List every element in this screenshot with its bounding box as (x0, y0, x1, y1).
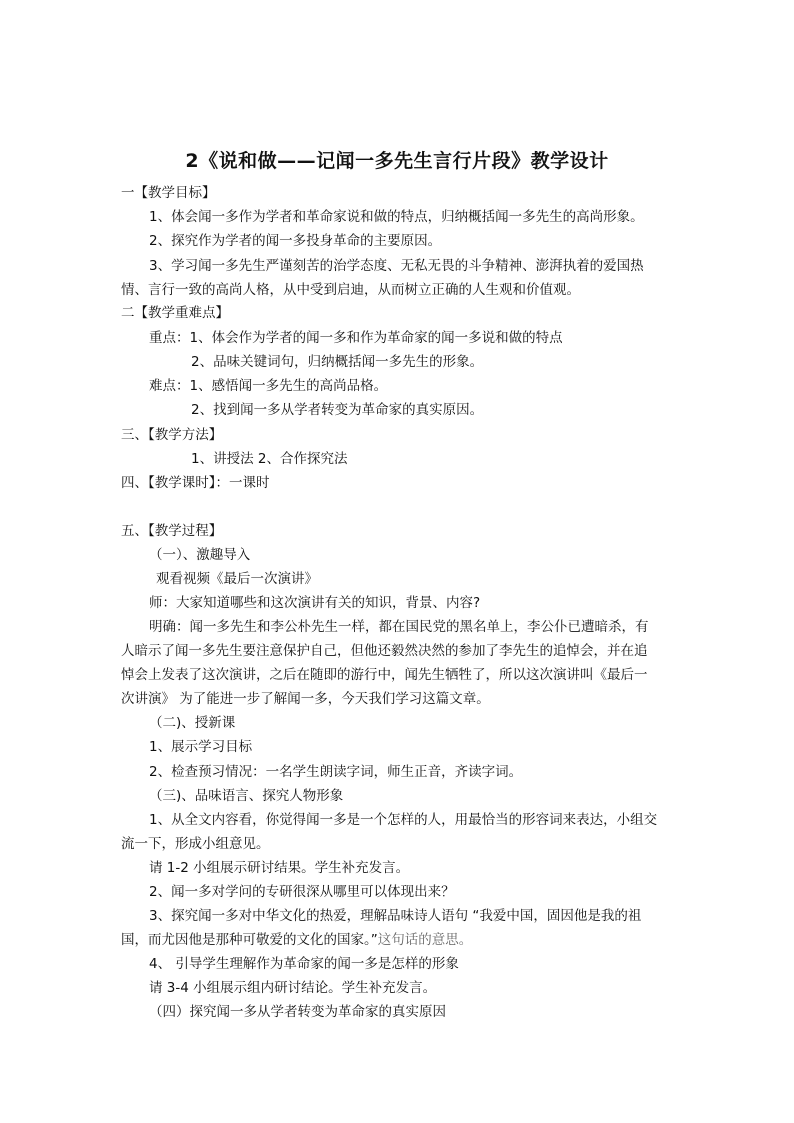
process-step-transition: （四）探究闻一多从学者转变为革命家的真实原因 (149, 1004, 446, 1020)
process-question-3-line-1: 3、探究闻一多对中华文化的热爱，理解品味诗人语句 “我爱中国，固因他是我的祖 (149, 908, 642, 924)
process-question-3-line-2 (121, 930, 472, 950)
process-video: 观看视频《最后一次演讲》 (156, 571, 318, 587)
process-question-3-note: 这句话的意思。 (377, 932, 473, 948)
process-teacher-question: 师：大家知道哪些和这次演讲有关的知识，背景、内容? (149, 595, 481, 611)
section-heading-objectives: 一【教学目标】 (121, 185, 216, 201)
section-heading-process: 五、【教学过程】 (121, 523, 223, 539)
difficulty-1: 难点：1、感悟闻一多先生的高尚品格。 (149, 378, 388, 394)
teaching-methods: 1、讲授法 2、合作探究法 (191, 451, 348, 467)
process-show-goals: 1、展示学习目标 (149, 739, 253, 755)
process-question-1-line-2: 流一下，形成小组意见。 (121, 836, 270, 852)
process-question-1-line-1: 1、从全文内容看，你觉得闻一多是一个怎样的人，用最恰当的形容词来表达，小组交 (149, 812, 658, 828)
difficulty-2: 2、找到闻一多从学者转变为革命家的真实原因。 (191, 402, 484, 418)
section-heading-methods: 三、【教学方法】 (121, 427, 223, 443)
process-answer-line-4: 次讲演》 为了能进一步了解闻一多，今天我们学习这篇文章。 (121, 691, 490, 707)
process-answer-line-2: 人暗示了闻一多先生要注意保护自己，但他还毅然决然的参加了李先生的追悼会，并在追 (121, 643, 648, 659)
objective-3-line-2: 情、言行一致的高尚人格，从中受到启迪，从而树立正确的人生观和价值观。 (121, 282, 580, 298)
section-heading-hours: 四、【教学课时】：一课时 (121, 475, 270, 491)
process-question-4: 4、 引导学生理解作为革命家的闻一多是怎样的形象 (149, 956, 459, 972)
objective-3-line-1: 3、学习闻一多先生严谨刻苦的治学态度、无私无畏的斗争精神、澎湃执着的爱国热 (149, 258, 644, 274)
process-answer-line-3: 悼会上发表了这次演讲，之后在随即的游行中，闻先生牺牲了，所以这次演讲叫《最后一 (121, 667, 648, 683)
section-heading-key-points: 二【教学重难点】 (121, 305, 229, 321)
process-check-preview: 2、检查预习情况：一名学生朗读字词，师生正音，齐读字词。 (149, 764, 523, 780)
process-answer-line-1: 明确：闻一多先生和李公朴先生一样，都在国民党的黑名单上，李公仆已遭暗杀，有 (149, 619, 649, 635)
process-step-intro: （一）、激趣导入 (149, 547, 251, 563)
process-question-2: 2、闻一多对学问的专研很深从哪里可以体现出来？ (149, 884, 455, 900)
key-point-1: 重点：1、体会作为学者的闻一多和作为革命家的闻一多说和做的特点 (149, 330, 563, 346)
process-step-language: （三)、品味语言、探究人物形象 (149, 788, 344, 804)
process-question-3-quote: 国，而尤因他是那种可敬爱的文化的国家。” (121, 932, 378, 948)
objective-1: 1、体会闻一多作为学者和革命家说和做的特点，归纳概括闻一多先生的高尚形象。 (149, 209, 644, 225)
document-title: 2《说和做——记闻一多先生言行片段》教学设计 (185, 150, 609, 172)
process-step-new-lesson: （二)、授新课 (149, 715, 236, 731)
key-point-2: 2、品味关键词句，归纳概括闻一多先生的形象。 (191, 354, 484, 370)
objective-2: 2、探究作为学者的闻一多投身革命的主要原因。 (149, 233, 442, 249)
process-group-present-1: 请 1-2 小组展示研讨结果。学生补充发言。 (149, 860, 410, 876)
process-group-present-2: 请 3-4 小组展示组内研讨结论。学生补充发言。 (149, 980, 437, 996)
